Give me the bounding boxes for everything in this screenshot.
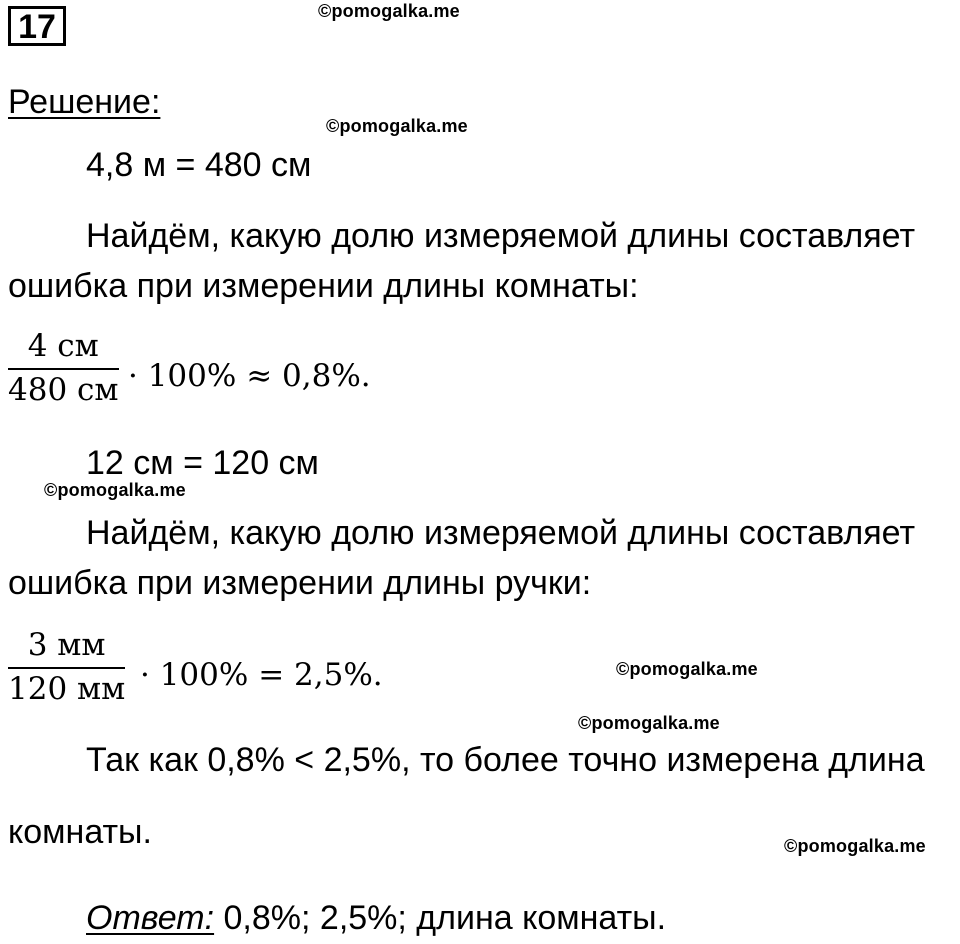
watermark: ©pomogalka.me bbox=[784, 836, 926, 856]
watermark: ©pomogalka.me bbox=[616, 659, 758, 679]
room-intro-line-1: Найдём, какую долю измеряемой длины составляет bbox=[86, 217, 916, 255]
fraction-bar bbox=[8, 368, 119, 370]
watermark: ©pomogalka.me bbox=[44, 480, 186, 500]
watermark: ©pomogalka.me bbox=[326, 116, 468, 136]
fraction-denominator: 120 мм bbox=[8, 671, 126, 707]
room-error-formula bbox=[8, 328, 119, 408]
fraction-denominator: 480 см bbox=[8, 372, 119, 408]
solution-heading: Решение: bbox=[8, 83, 161, 121]
conclusion-line-2: комнаты. bbox=[8, 813, 152, 851]
room-formula-tail: · 100% ≈ 0,8%. bbox=[128, 358, 371, 394]
room-fraction bbox=[8, 328, 119, 408]
watermark: ©pomogalka.me bbox=[578, 713, 720, 733]
conversion-line: 4,8 м = 480 см bbox=[86, 146, 312, 184]
conversion-line: 12 см = 120 см bbox=[86, 444, 319, 482]
pen-intro-line-1: Найдём, какую долю измеряемой длины составляет bbox=[86, 514, 916, 552]
pen-fraction bbox=[8, 627, 125, 707]
pen-intro-line-2: ошибка при измерении длины ручки: bbox=[8, 564, 592, 602]
answer-line bbox=[86, 898, 666, 938]
conclusion-line-1: Так как 0,8% < 2,5%, то более точно измерена длина bbox=[86, 741, 925, 779]
answer-label: Ответ: bbox=[86, 899, 215, 937]
pen-error-formula bbox=[8, 627, 125, 707]
room-intro-line-2: ошибка при измерении длины комнаты: bbox=[8, 267, 639, 305]
answer-text: 0,8%; 2,5%; длина комнаты. bbox=[214, 899, 667, 937]
fraction-bar bbox=[8, 667, 125, 669]
task-number-box: 17 bbox=[8, 6, 66, 46]
fraction-numerator: 3 мм bbox=[27, 627, 106, 663]
watermark: ©pomogalka.me bbox=[318, 1, 460, 21]
pen-formula-tail: · 100% = 2,5%. bbox=[140, 657, 383, 693]
fraction-numerator: 4 см bbox=[27, 328, 99, 364]
